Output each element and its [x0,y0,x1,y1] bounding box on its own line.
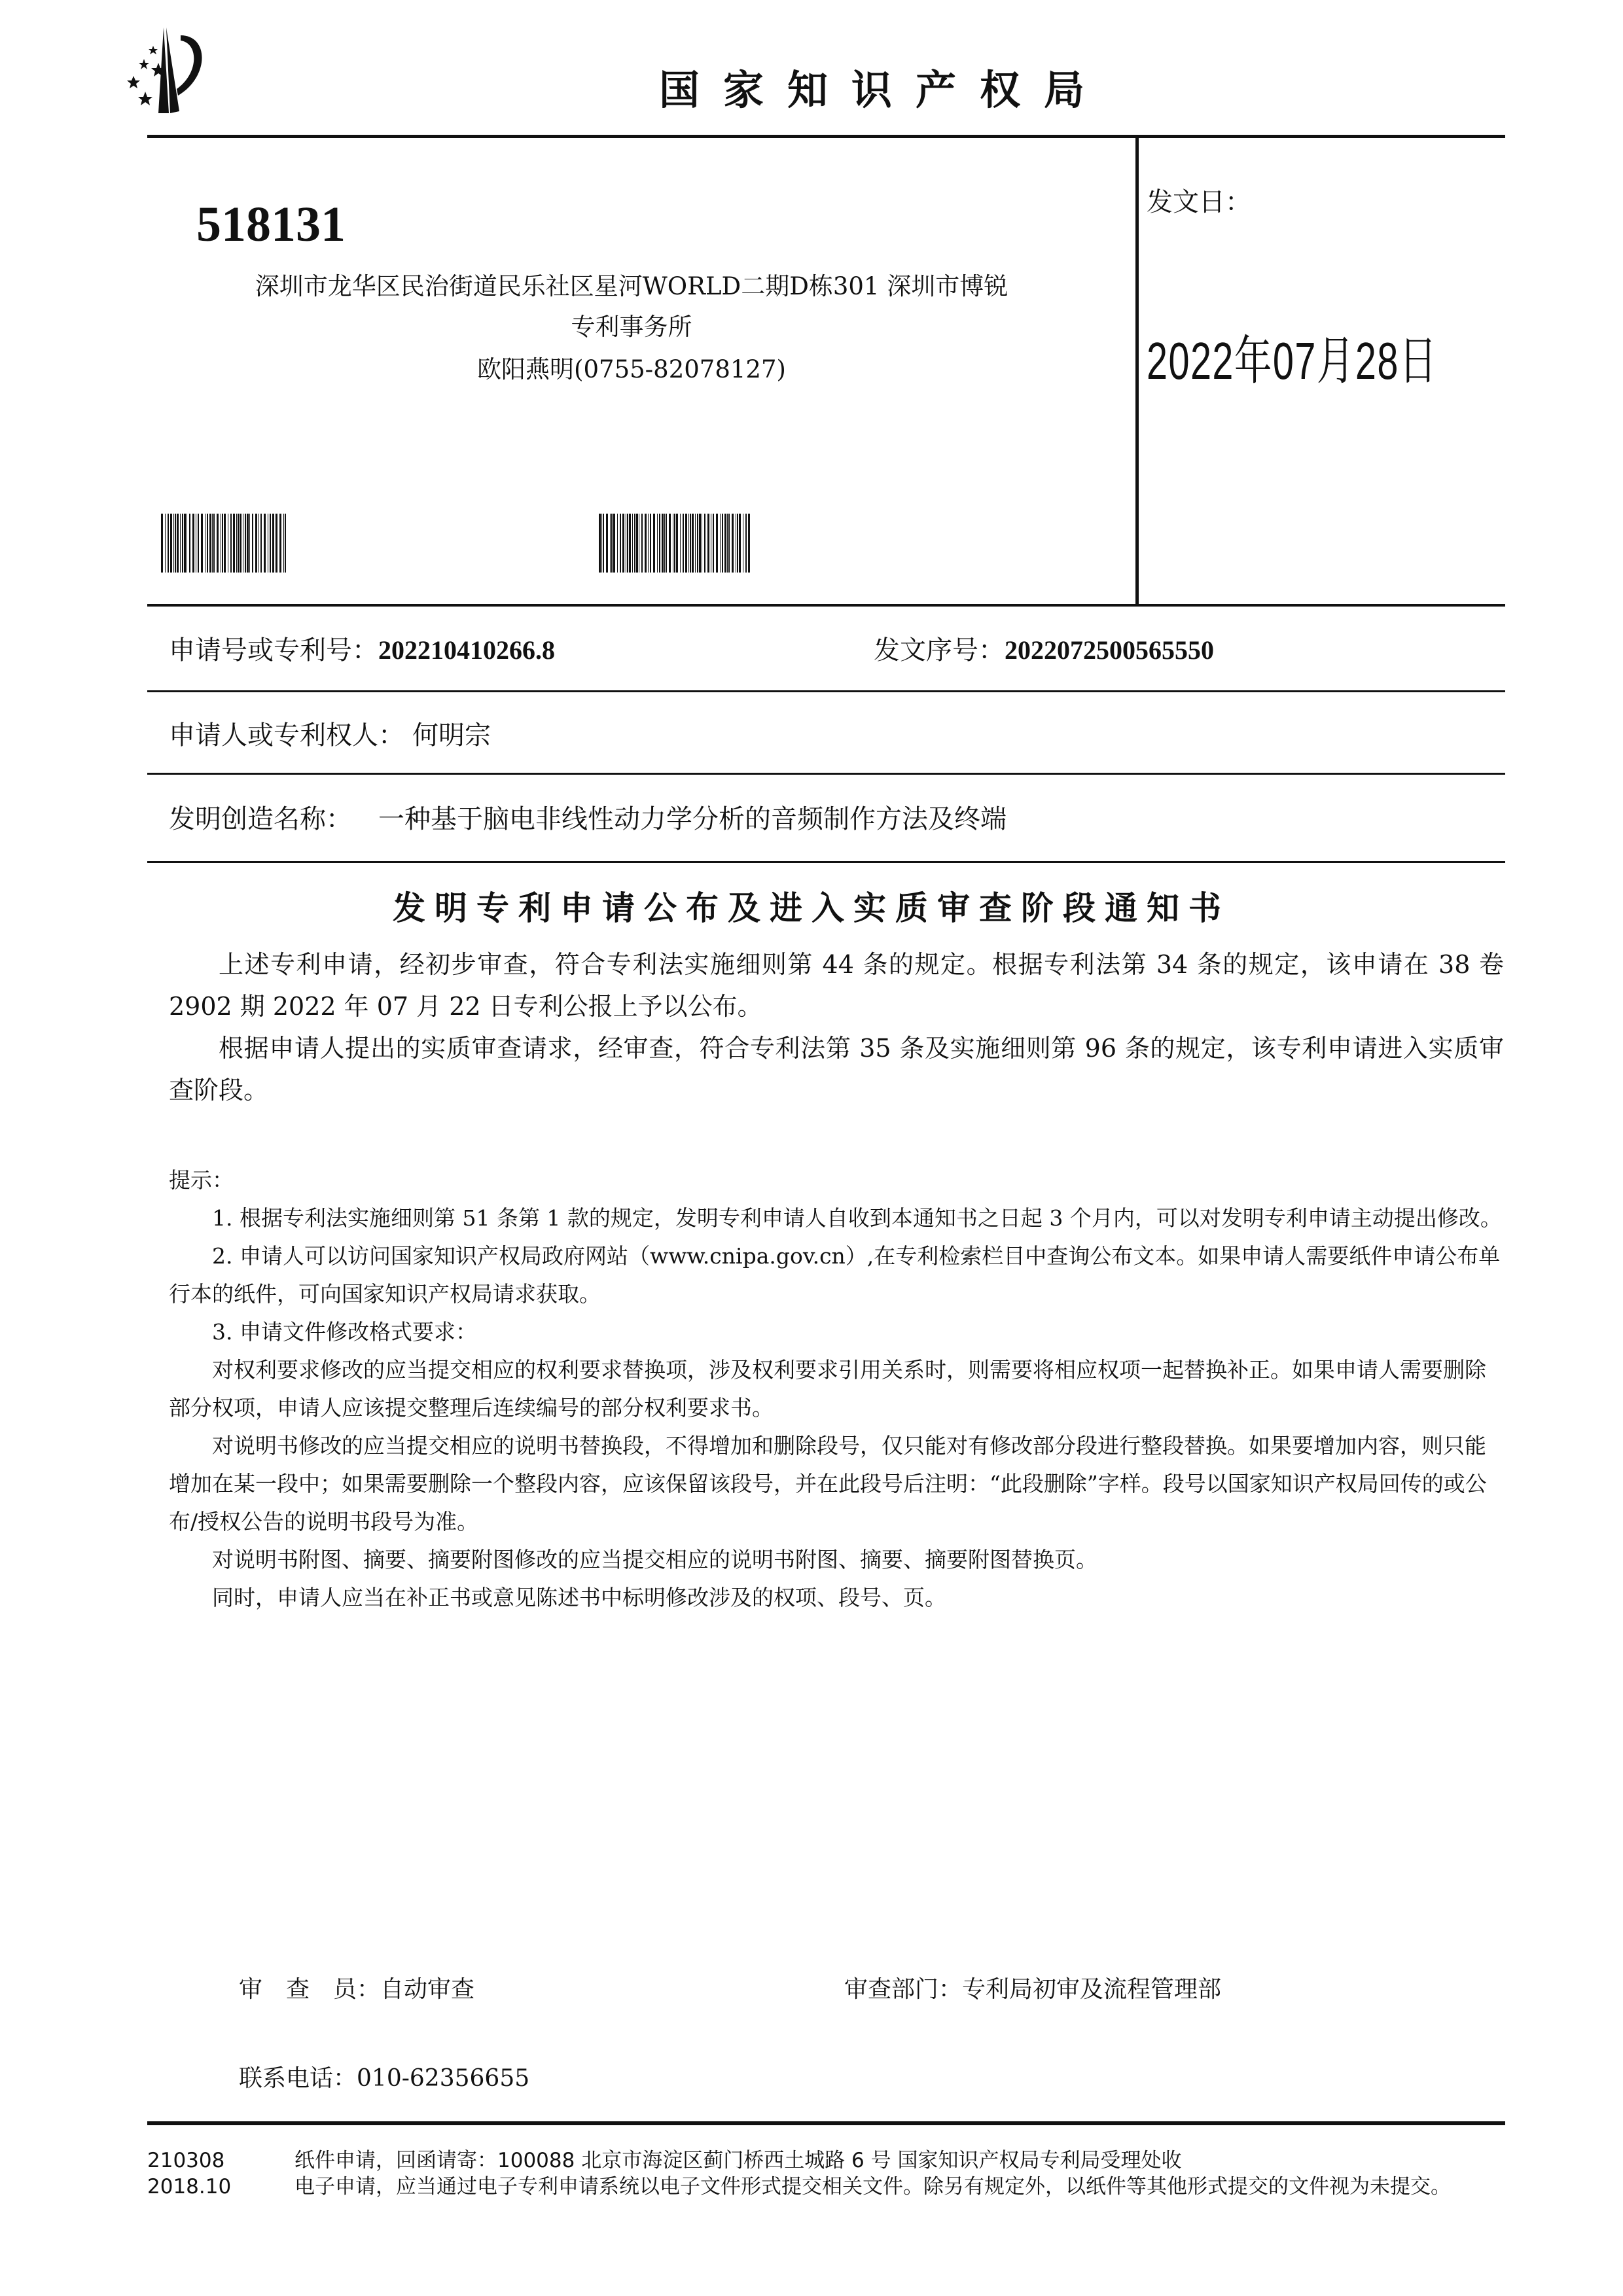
phone-label: 联系电话： [239,2065,357,2092]
phone: 010-62356655 [357,2065,530,2092]
application-number-row [169,629,555,667]
field-rule-2 [147,773,1505,775]
barcode-1 [161,514,289,573]
hint-item: 2. 申请人可以访问国家知识产权局政府网站（www.cnipa.gov.cn）,在专利检索栏目中查询公布文本。如果申请人需要纸件申请公布单行本的纸件，可向国家知识产权局请求获取。 [169,1243,1501,1307]
dispatch-date: 2022年07月28日 [1147,332,1438,390]
application-number: 202210410266.8 [378,635,555,665]
invention-title-row [169,798,1007,836]
hint-item: 3. 申请文件修改格式要求： [212,1319,477,1345]
serial-number-label: 发文序号： [874,635,1005,665]
hints-heading: 提示： [169,1167,234,1193]
footer-rule [147,2121,1505,2125]
department: 专利局初审及流程管理部 [962,1976,1222,2003]
hint-item: 1. 根据专利法实施细则第 51 条第 1 款的规定，发明专利申请人自收到本通知书之日起 3 个月内，可以对发明专利申请主动提出修改。 [212,1205,1502,1231]
barcode-2 [599,514,753,573]
field-rule-1 [147,690,1505,692]
notice-paragraph: 根据申请人提出的实质审查请求，经审查，符合专利法第 35 条及实施细则第 96 条的规定，该专利申请进入实质审查阶段。 [169,1034,1504,1104]
header-divider [1135,136,1139,605]
field-rule-3 [147,861,1505,863]
address-line-1: 深圳市龙华区民治街道民乐社区星河WORLD二期D栋301 深圳市博锐 [255,272,1008,300]
serial-number: 2022072500565550 [1005,635,1214,665]
examiner: 自动审查 [380,1976,475,2003]
barcode-rule [147,604,1505,607]
application-number-label: 申请号或专利号： [169,635,378,665]
hints-section [169,1161,1504,1617]
invention-title-label: 发明创造名称： [169,804,352,834]
notice-body [169,944,1504,1111]
footer-electronic-note: 电子申请，应当通过电子专利申请系统以电子文件形式提交相关文件。除另有规定外，以纸件等其他形式提交的文件视为未提交。 [294,2175,1451,2199]
invention-title: 一种基于脑电非线性动力学分析的音频制作方法及终端 [378,804,1007,834]
hint-item: 同时，申请人应当在补正书或意见陈述书中标明修改涉及的权项、段号、页。 [212,1585,946,1610]
hint-item: 对说明书附图、摘要、摘要附图修改的应当提交相应的说明书附图、摘要、摘要附图替换页。 [212,1547,1097,1572]
recipient-contact: 欧阳燕明(0755-82078127) [477,355,786,383]
applicant-row [169,715,491,752]
footer-paper-note: 纸件申请，回函请寄：100088 北京市海淀区蓟门桥西土城路 6 号 国家知识产权局专利局受理处收 [294,2149,1182,2172]
examiner-label: 审 查 员： [239,1976,381,2003]
department-label: 审查部门： [844,1976,963,2003]
phone-row [239,2060,529,2093]
address-line-2: 专利事务所 [571,313,692,341]
top-rule [147,135,1505,138]
applicant-label: 申请人或专利权人： [169,720,404,751]
applicant-name: 何明宗 [412,720,491,751]
form-code: 210308 [147,2149,225,2172]
hint-item: 对权利要求修改的应当提交相应的权利要求替换项，涉及权利要求引用关系时，则需要将相应权项一起替换补正。如果申请人需要删除部分权项，申请人应该提交整理后连续编号的部分权利要求书。 [169,1357,1486,1421]
notice-paragraph: 上述专利申请，经初步审查，符合专利法实施细则第 44 条的规定。根据专利法第 34 条的规定，该申请在 38 卷 2902 期 2022 年 07 月 22 日专利公报上予以公布。 [169,950,1504,1021]
department-row [844,1971,1221,2004]
dispatch-date-label: 发文日： [1147,187,1251,217]
serial-number-row [874,629,1214,667]
hint-item: 对说明书修改的应当提交相应的说明书替换段，不得增加和删除段号，仅只能对有修改部分段进行整段替换。如果要增加内容，则只能增加在某一段中；如果需要删除一个整段内容，应该保留该段号，并在此段号后注明：“此段删除”字样。段号以国家知识产权局回传的或公布/授权公告的说明书段号为准。 [169,1433,1487,1534]
form-version: 2018.10 [147,2175,232,2199]
postcode: 518131 [196,197,346,252]
org-title: 国家知识产权局 [658,66,1108,114]
examiner-row [239,1971,474,2004]
notice-title: 发明专利申请公布及进入实质审查阶段通知书 [393,889,1230,927]
